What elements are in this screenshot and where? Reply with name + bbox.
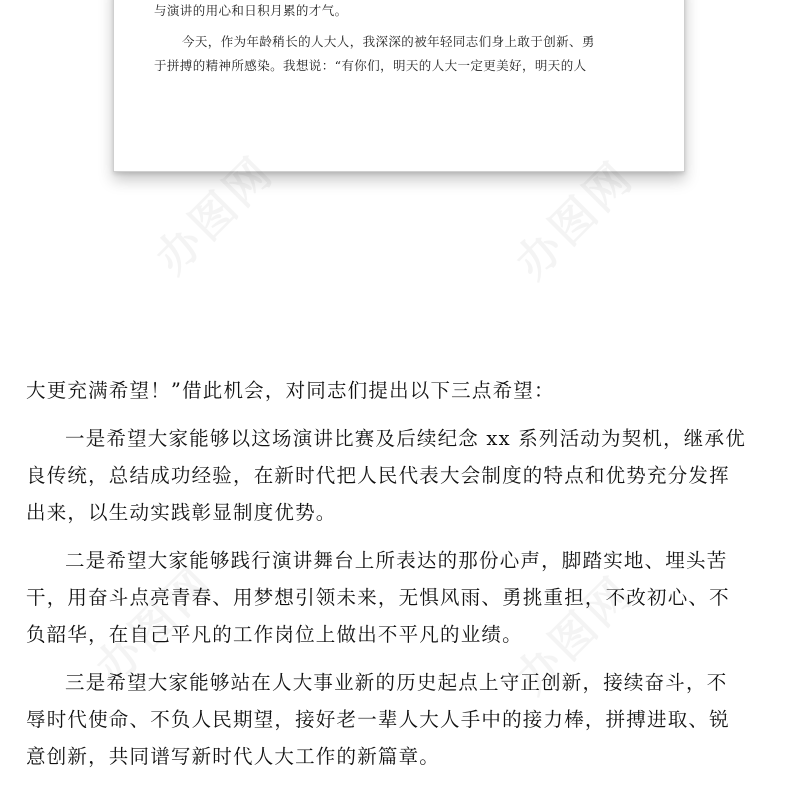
paragraph-hope-three: 三是希望大家能够站在人大事业新的历史起点上守正创新，接续奋斗，不辱时代使命、不负人民期望，接好老一辈人大人手中的接力棒，拼搏进取、锐意创新，共同谱写新时代人大工作的新篇章。 [26, 671, 730, 768]
paragraph-hope-one: 一是希望大家能够以这场演讲比赛及后续纪念 xx 系列活动为契机，继承优良传统，总结成功经验，在新时代把人民代表大会制度的特点和优势充分发挥出来，以生动实践彰显制度优势。 [26, 427, 746, 524]
paragraph-hope-two: 二是希望大家能够践行演讲舞台上所表达的那份心声，脚踏实地、埋头苦干，用奋斗点亮青春、用梦想引领未来，无惧风雨、勇挑重担，不改初心、不负韶华，在自己平凡的工作岗位上做出不平凡的业绩。 [26, 549, 730, 646]
paragraph-continuation: 大更充满希望！”借此机会，对同志们提出以下三点希望： [26, 379, 555, 402]
preview-line: 于拼搏的精神所感染。我想说：“有你们，明天的人大一定更美好，明天的人 [154, 58, 587, 73]
document-body [26, 372, 746, 786]
preview-line: 今天，作为年龄稍长的人大人，我深深的被年轻同志们身上敢于创新、勇 [182, 34, 595, 49]
document-page-preview [113, 0, 685, 172]
preview-line: 与演讲的用心和日积月累的才气。 [154, 3, 348, 18]
